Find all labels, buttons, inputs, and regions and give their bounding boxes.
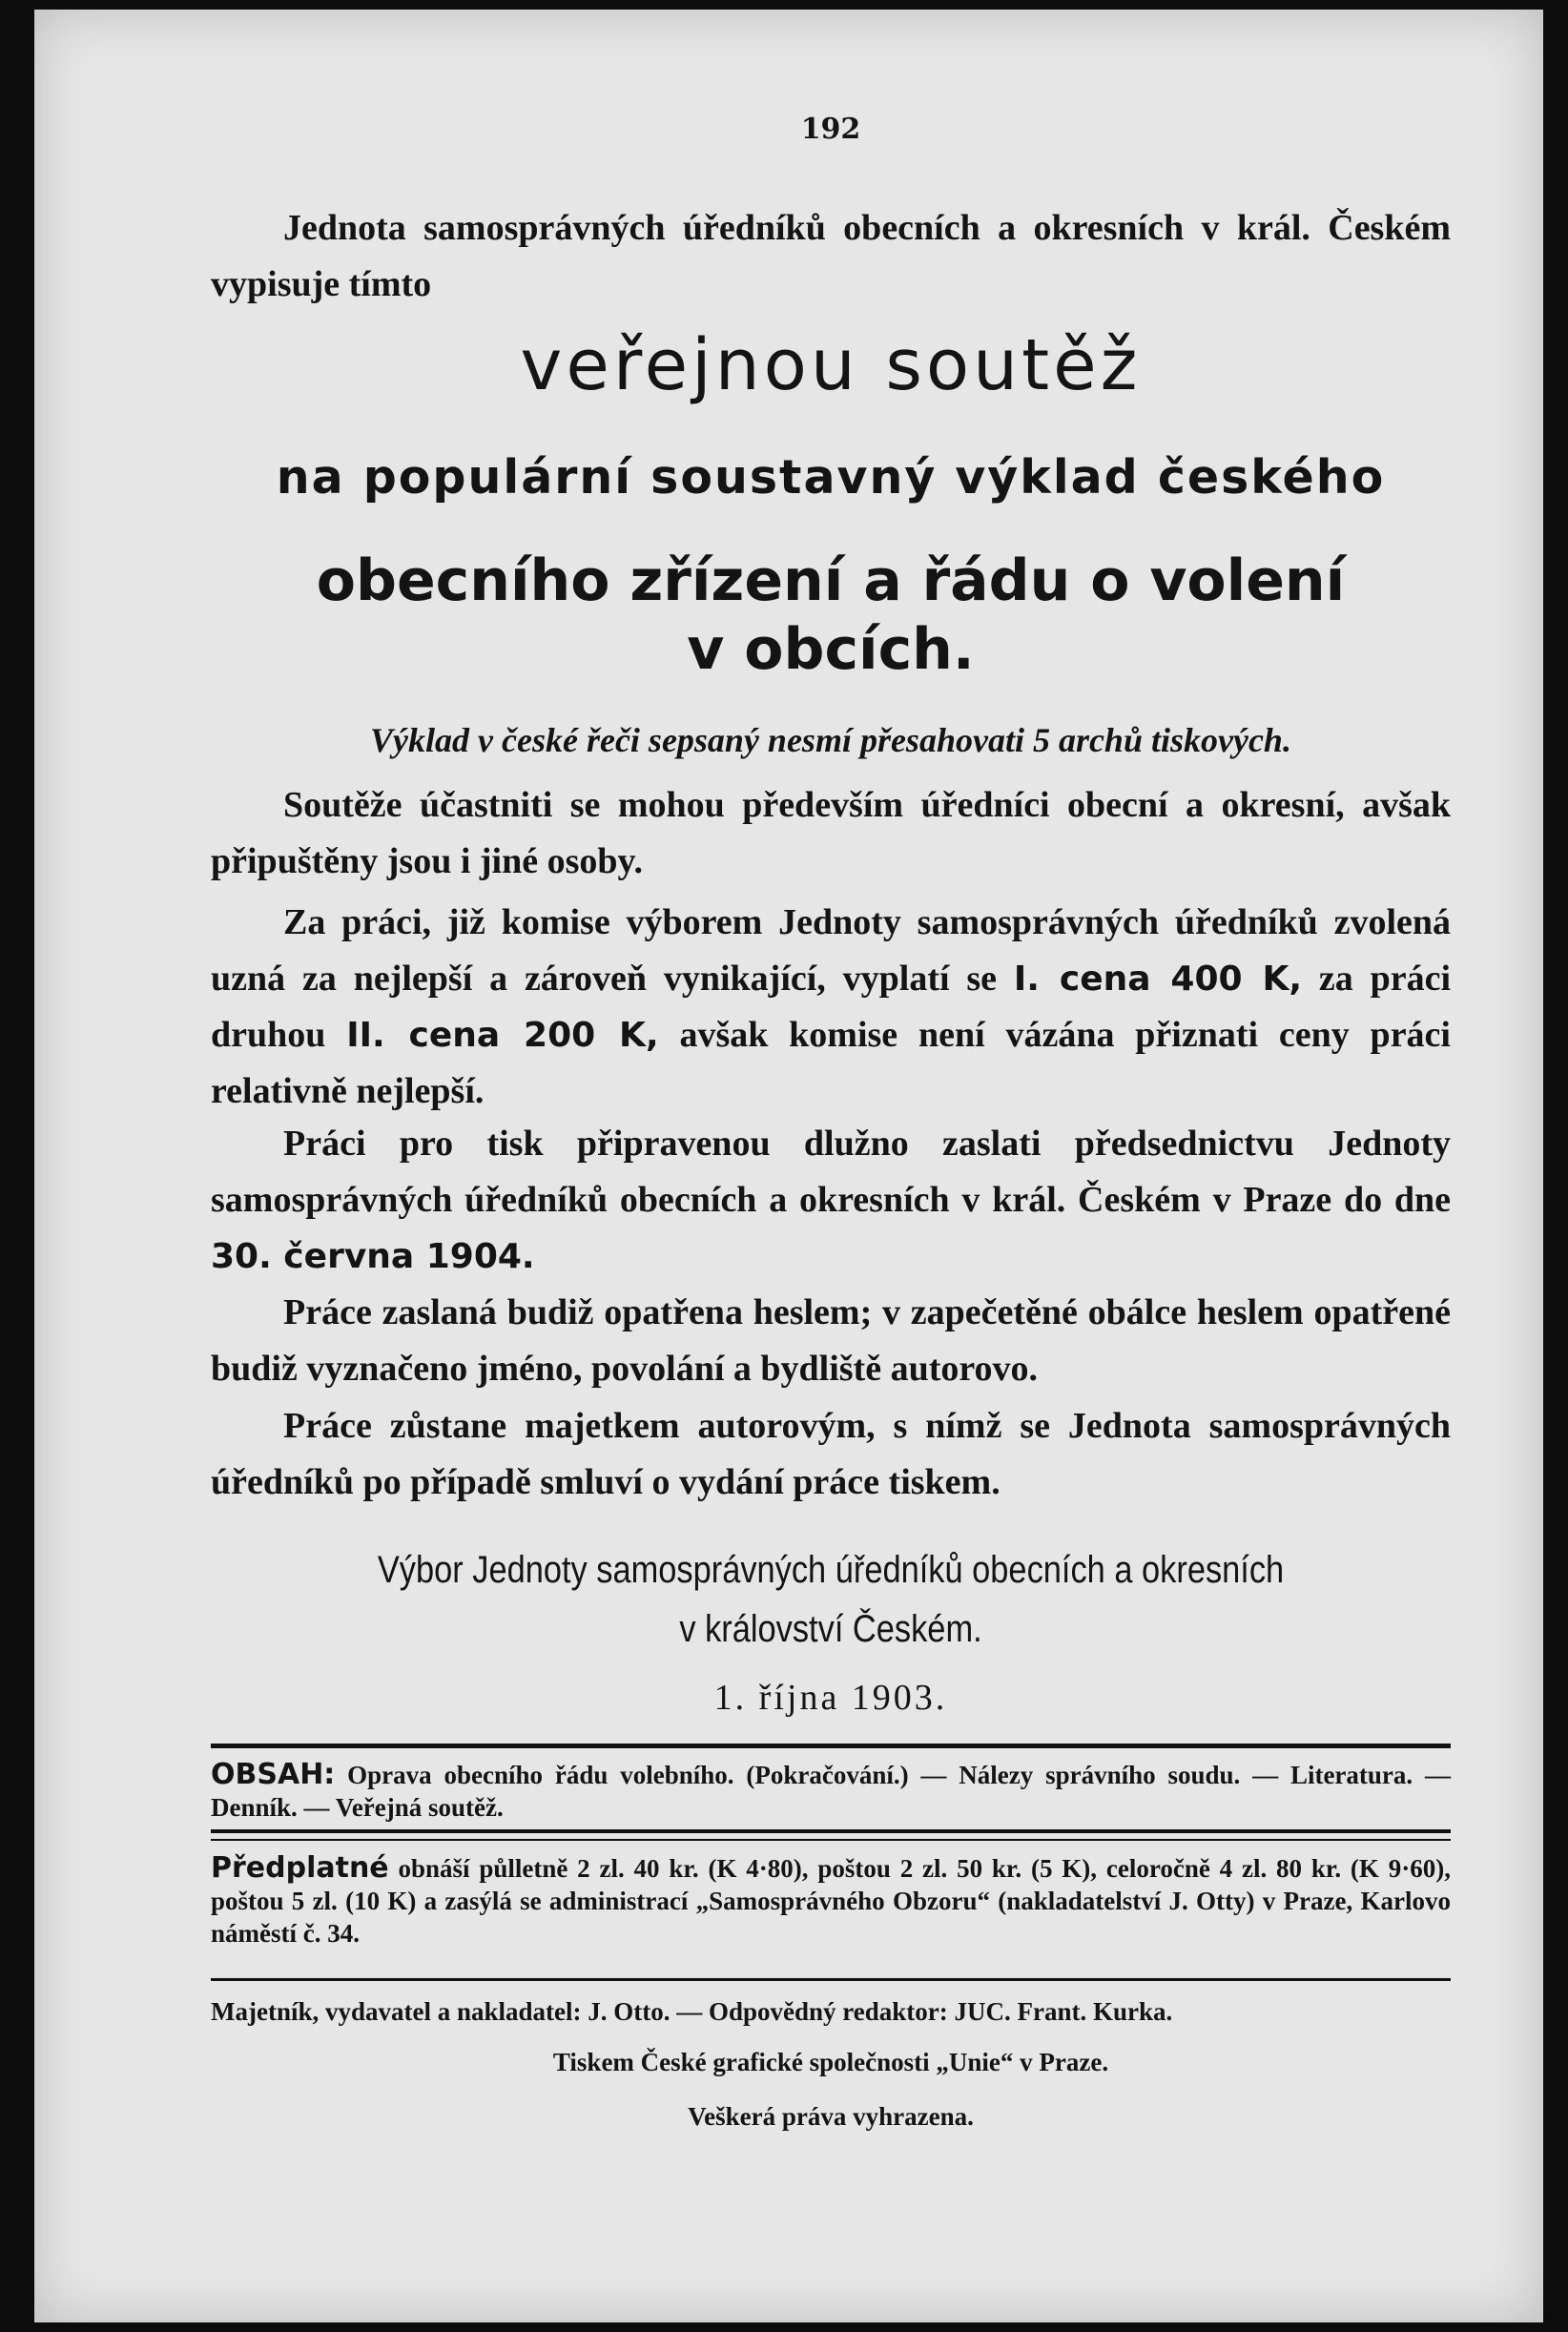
prizes-text-b: za práci druhou xyxy=(211,959,1451,1055)
ownership-paragraph: Práce zůstane majetkem autorovým, s nímž se Jednota samosprávných úředníků po případě smluví o vydání práce tiskem. xyxy=(211,1406,1451,1502)
subscription-text: obnáší půlletně 2 zl. 40 kr. (K 4·80), poštou 2 zl. 50 kr. (5 K), celoročně 4 zl. 80 kr. (K 9·60), poštou 5 zl. (10 K) a zasýlá se administrací „Samosprávného Obzoru“ (nakladatelství J. Otty) v Praze, Karlovo náměstí č. 34. xyxy=(211,1854,1451,1948)
length-requirement: Výklad v české řeči sepsaný nesmí přesahovati 5 archů tiskových. xyxy=(370,721,1291,759)
headline-topic xyxy=(211,547,1451,684)
subscription-section xyxy=(211,1852,1451,1950)
divider-top xyxy=(211,1744,1451,1748)
subscription-label: Předplatné xyxy=(211,1851,389,1885)
divider-middle-2 xyxy=(211,1839,1451,1841)
page-number: 192 xyxy=(800,113,861,146)
subtitle: na populární soustavný výklad českého xyxy=(276,450,1386,505)
divider-bottom xyxy=(211,1978,1451,1981)
headline-topic-line-1: obecního zřízení a řádu o volení xyxy=(316,547,1346,614)
prizes-text-c: avšak komise není vázána přiznati ceny práci relativně nejlepší. xyxy=(211,1015,1451,1111)
first-prize: I. cena 400 K, xyxy=(1013,960,1303,999)
contents-label: OBSAH: xyxy=(211,1758,336,1791)
deadline: 30. června 1904. xyxy=(211,1237,535,1276)
signature-committee xyxy=(298,1540,1364,1659)
contents-section xyxy=(211,1759,1451,1824)
divider-middle-1 xyxy=(211,1829,1451,1833)
submission-paragraph xyxy=(211,1116,1451,1285)
imprint-rights: Veškerá práva vyhrazena. xyxy=(688,2102,974,2131)
committee-line-1: Výbor Jednoty samosprávných úředníků obecních a okresních xyxy=(377,1549,1285,1591)
contents-text: Oprava obecního řádu volebního. (Pokračování.) — Nálezy správního soudu. — Literatura. — Denník. — Veřejná soutěž. xyxy=(211,1761,1451,1822)
submission-text: Práci pro tisk připravenou dlužno zaslati předsednictvu Jednoty samosprávných úředníků obecních a okresních v král. Českém v Praze do dne xyxy=(211,1124,1451,1220)
eligibility-paragraph: Soutěže účastniti se mohou především úředníci obecní a okresní, avšak připuštěny jsou i jiné osoby. xyxy=(211,785,1451,881)
motto-paragraph: Práce zaslaná budiž opatřena heslem; v zapečetěné obálce heslem opatřené budiž vyznačeno jméno, povolání a bydliště autorovo. xyxy=(211,1292,1451,1389)
issue-date: 1. října 1903. xyxy=(713,1678,948,1718)
headline-topic-line-2: v obcích. xyxy=(687,616,975,683)
imprint-publisher: Majetník, vydavatel a nakladatel: J. Otto. — Odpovědný redaktor: JUC. Frant. Kurka. xyxy=(211,1997,1173,2026)
headline-public-contest: veřejnou soutěž xyxy=(520,324,1142,406)
intro-text: Jednota samosprávných úředníků obecních a okresních v král. Českém vypisuje tímto xyxy=(211,208,1451,304)
imprint-printer: Tiskem České grafické společnosti „Unie“ v Praze. xyxy=(552,2048,1109,2076)
prizes-paragraph xyxy=(211,895,1451,1120)
committee-line-2: v království Českém. xyxy=(679,1608,982,1650)
prizes-text-a: Za práci, již komise výborem Jednoty samosprávných úředníků zvolená uzná za nejlepší a zároveň vynikající, vyplatí se xyxy=(211,902,1451,999)
document-page xyxy=(34,10,1543,2322)
second-prize: II. cena 200 K, xyxy=(346,1016,659,1055)
